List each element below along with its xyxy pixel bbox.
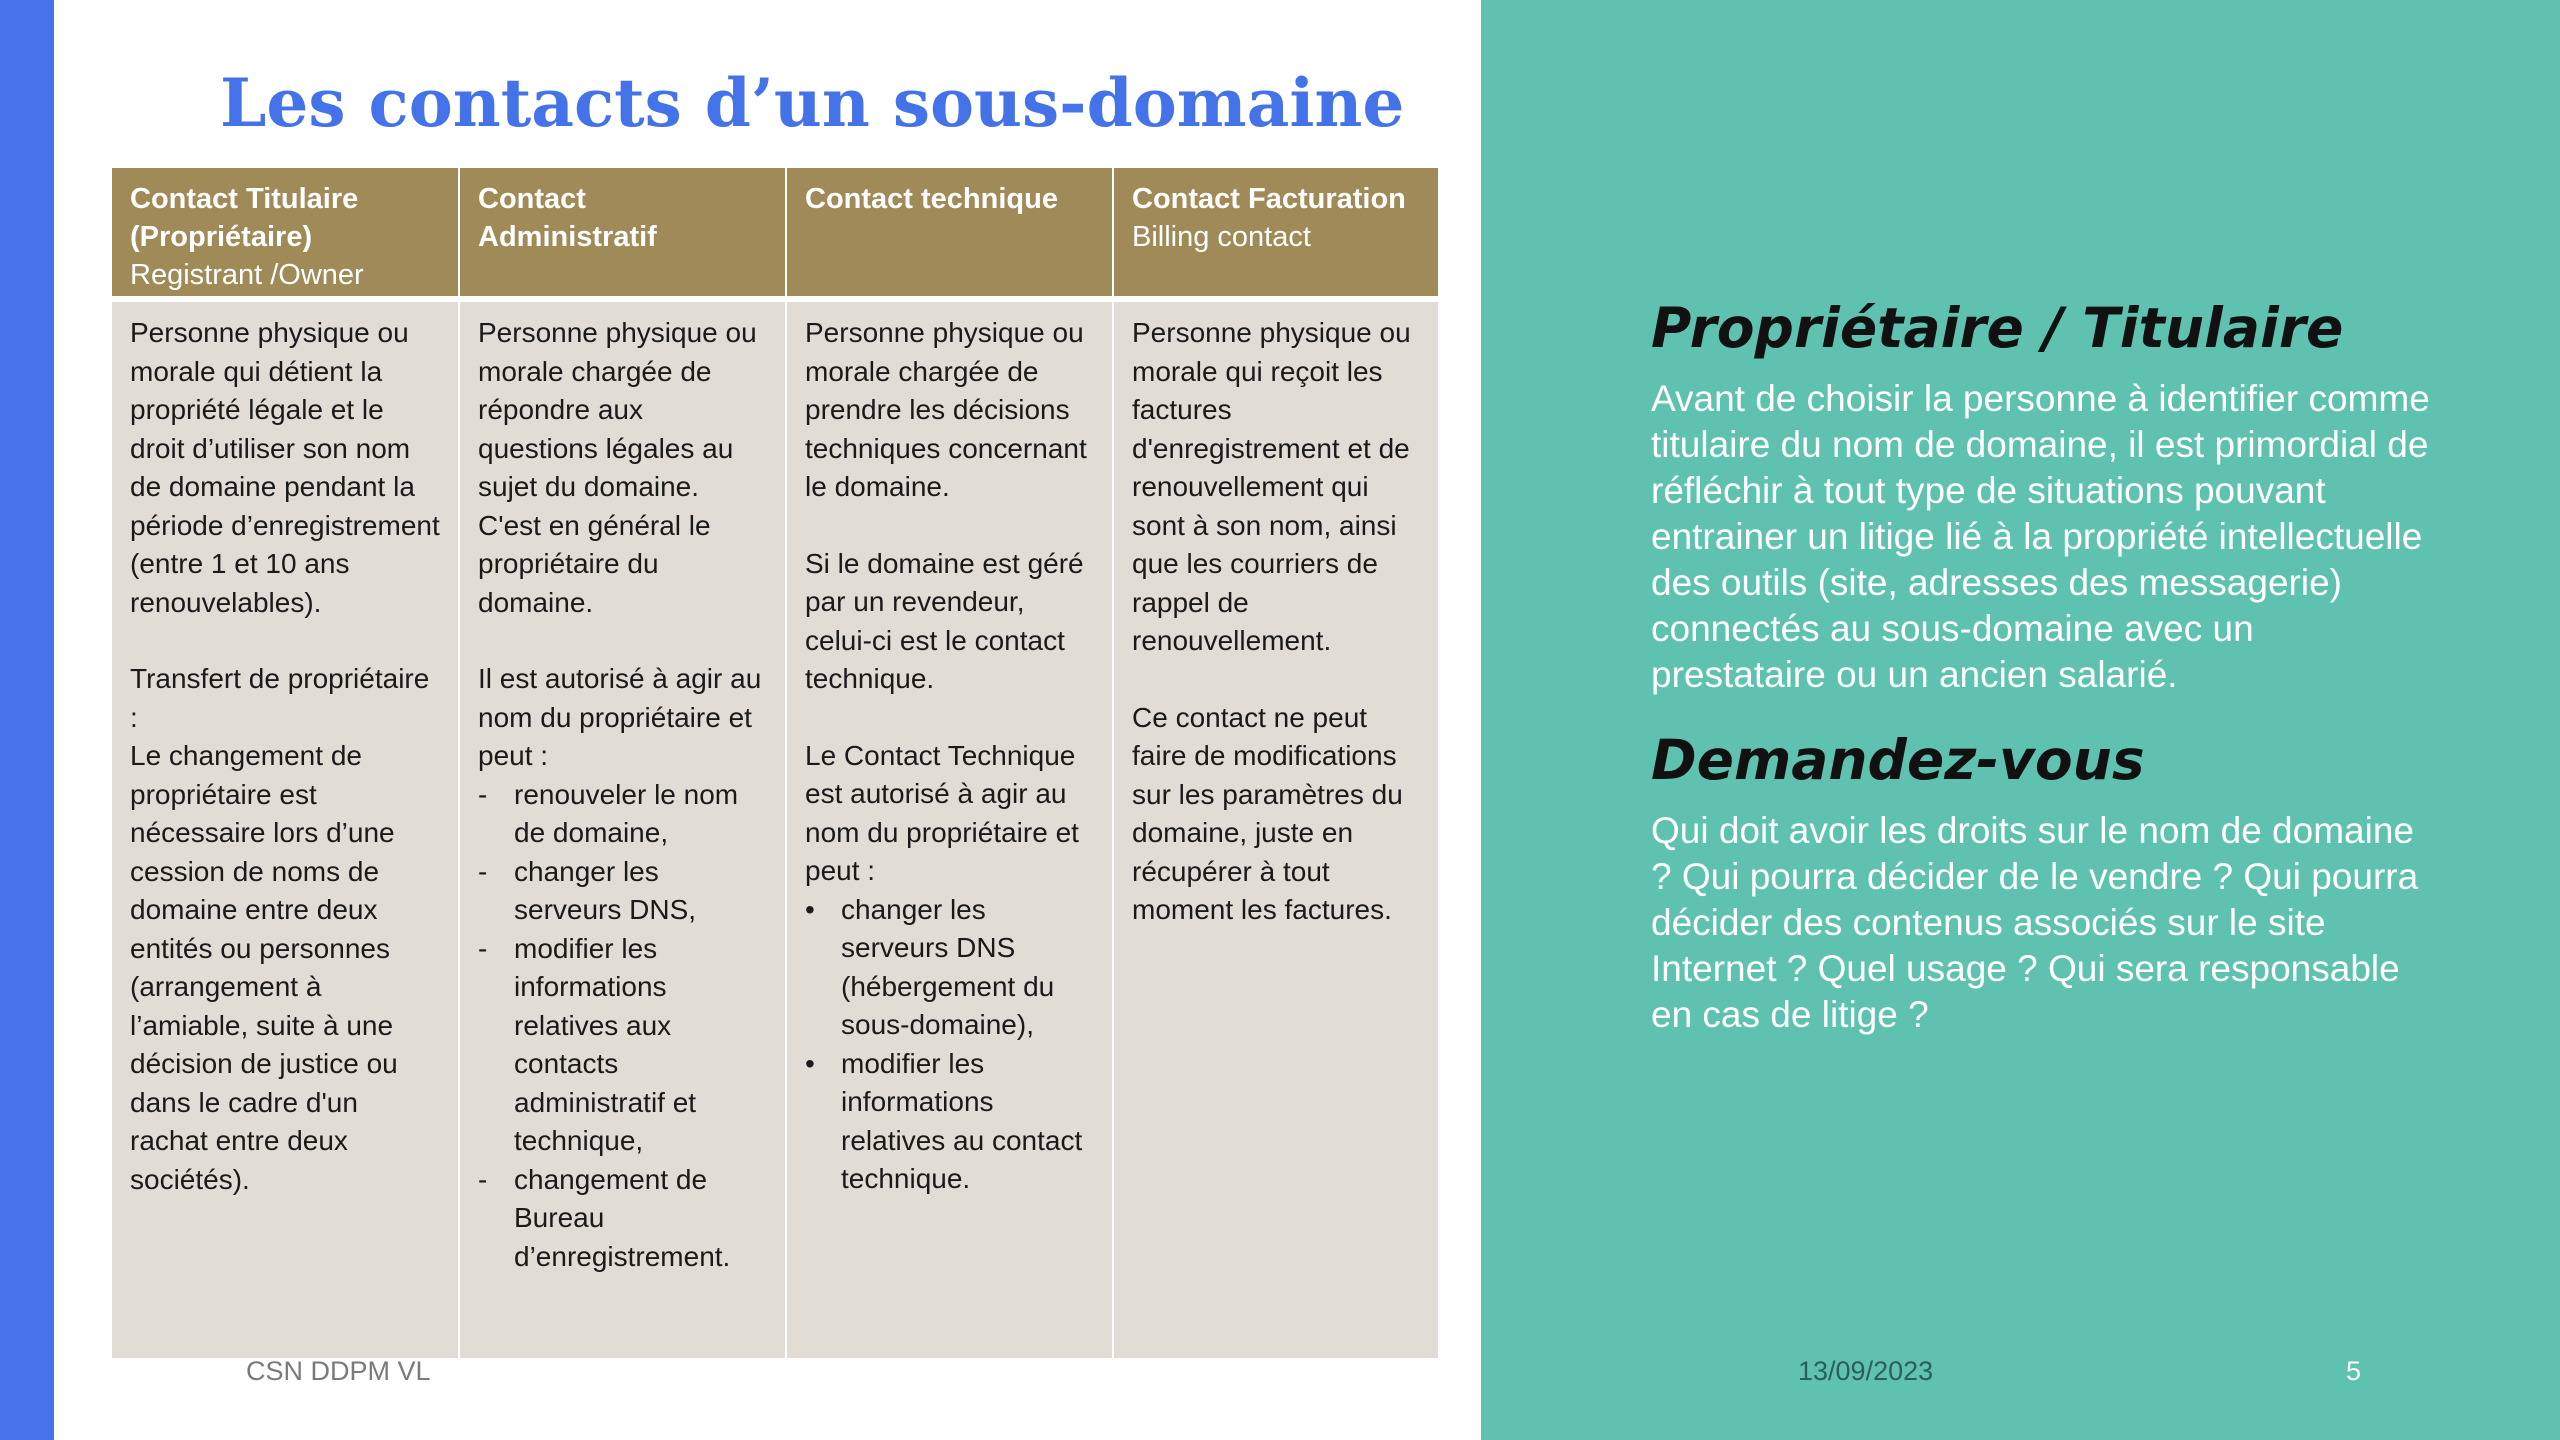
list-item: • changer les serveurs DNS (hébergement du sous-domaine),: [805, 891, 1094, 1045]
list-item: - changer les serveurs DNS,: [478, 853, 767, 930]
column-title: Contact Titulaire (Propriétaire): [130, 183, 359, 253]
side-paragraph-questions: Qui doit avoir les droits sur le nom de domaine ? Qui pourra décider de le vendre ? Qui pourra décider des contenus associés sur le site Internet ? Quel usage ? Qui sera responsable en cas de litige ?: [1651, 810, 2419, 1035]
column-header: [787, 168, 1112, 296]
list-item: - modifier les informations relatives aux contacts administratif et technique,: [478, 930, 767, 1161]
paragraph: Ce contact ne peut faire de modifications sur les paramètres du domaine, juste en récupérer à tout moment les factures.: [1132, 701, 1403, 925]
paragraph: Il est autorisé à agir au nom du propriétaire et peut :: [478, 663, 762, 771]
side-heading-questions: Demandez-vous: [1651, 728, 2145, 792]
column-administratif: [460, 168, 785, 1358]
paragraph: Personne physique ou morale chargée de prendre les décisions techniques concernant le domaine.: [805, 317, 1087, 502]
slide-title: Les contacts d’un sous-domaine: [220, 64, 1405, 142]
left-accent-bar: [0, 0, 54, 1440]
side-paragraph-owner: Avant de choisir la personne à identifier comme titulaire du nom de domaine, il est primordial de réfléchir à tout type de situations pouvant entrainer un litige lié à la propriété intellectuelle des outils (site, adresses des messagerie) connectés au sous-domaine avec un prestataire ou un ancien salarié.: [1651, 378, 2430, 695]
side-text: [1651, 290, 2431, 1038]
column-technique: [787, 168, 1112, 1358]
column-body: [112, 302, 458, 1358]
paragraph: Personne physique ou morale qui détient la propriété légale et le droit d’utiliser son nom de domaine pendant la période d’enregistrement (entre 1 et 10 ans renouvelables).: [130, 317, 440, 618]
paragraph: Si le domaine est géré par un revendeur, celui-ci est le contact technique.: [805, 547, 1084, 694]
paragraph: Personne physique ou morale qui reçoit les factures d'enregistrement et de renouvellement qui sont à son nom, ainsi que les courriers de rappel de renouvellement.: [1132, 317, 1411, 656]
footer-date: 13/09/2023: [1798, 1356, 1934, 1386]
column-body: [1114, 302, 1438, 1358]
page-number: 5: [2346, 1356, 2362, 1386]
column-title: Contact Facturation: [1132, 183, 1406, 215]
column-title: Contact technique: [805, 183, 1058, 215]
paragraph: Le Contact Technique est autorisé à agir au nom du propriétaire et peut :: [805, 739, 1079, 886]
column-header: [1114, 168, 1438, 296]
column-body: [787, 302, 1112, 1358]
list-item: - renouveler le nom de domaine,: [478, 776, 767, 853]
bullet-list: [805, 891, 1094, 1199]
contacts-table: [112, 168, 1438, 1358]
column-subtitle: Billing contact: [1132, 221, 1311, 253]
paragraph: Transfert de propriétaire :: [130, 663, 430, 733]
list-item: • modifier les informations relatives au contact technique.: [805, 1045, 1094, 1199]
paragraph: Le changement de propriétaire est nécessaire lors d’une cession de noms de domaine entre deux entités ou personnes (arrangement à l’amiable, suite à une décision de justice ou dans le cadre d'un rachat entre deux sociétés).: [130, 740, 398, 1195]
column-facturation: [1114, 168, 1438, 1358]
column-body: [460, 302, 785, 1358]
column-titulaire: [112, 168, 458, 1358]
column-header: [112, 168, 458, 296]
footer-left-text: CSN DDPM VL: [246, 1356, 431, 1386]
column-subtitle: Registrant /Owner: [130, 259, 364, 291]
column-title: Contact Administratif: [478, 183, 657, 253]
list-item: - changement de Bureau d’enregistrement.: [478, 1161, 767, 1277]
dash-list: [478, 776, 767, 1277]
column-header: [460, 168, 785, 296]
paragraph: Personne physique ou morale chargée de répondre aux questions légales au sujet du domaine. C'est en général le propriétaire du domaine.: [478, 317, 757, 618]
side-heading-owner: Propriétaire / Titulaire: [1651, 296, 2344, 360]
